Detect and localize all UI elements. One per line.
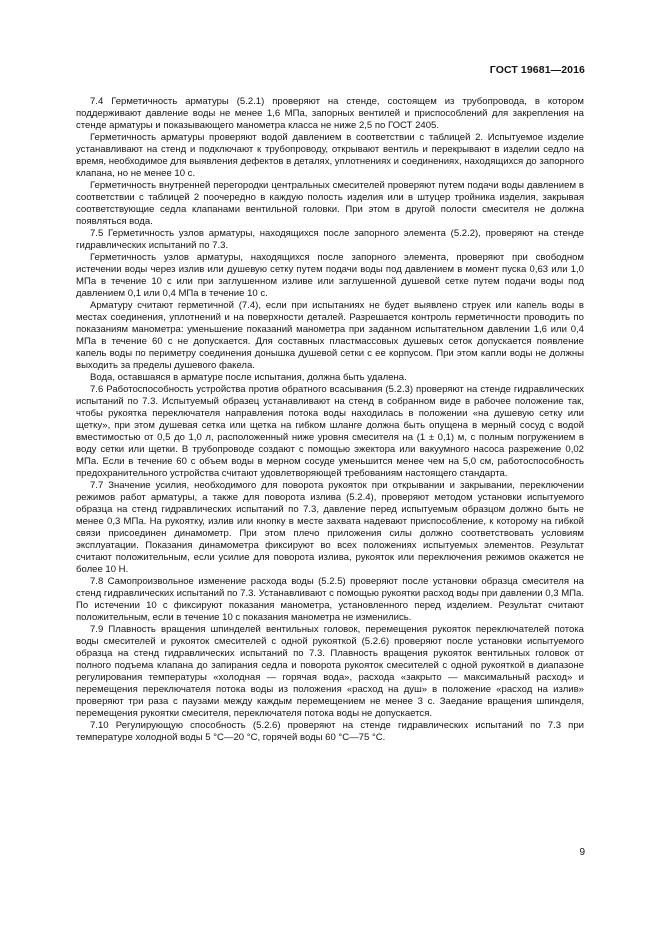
page-number: 9 <box>579 847 585 858</box>
paragraph-7-5: 7.5 Герметичность узлов арматуры, находящихся после запорного элемента (5.2.2), проверяют на стенде гидравлических испытаний по 7.3. <box>76 228 584 251</box>
paragraph-7-4: 7.4 Герметичность арматуры (5.2.1) проверяют на стенде, состоящем из трубопровода, в котором поддерживают давление воды не менее 1,6 МПа, запорных вентилей и приспособлений для закрепления на стенде арматуры и показывающего манометра класса не ниже 2,5 по ГОСТ 2405. <box>76 96 584 131</box>
paragraph: Арматуру считают герметичной (7.4), если при испытаниях не будет выявлено струек или капель воды в местах соединения, уплотнений и на поверхности деталей. Разрешается контроль герметичности проводить по показаниям манометра: уменьшение показаний манометра при заданном испытательном давлении 1,6 или 0,4 МПа в течение 60 с не допускается. Для составных пластмассовых душевых сеток допускается появление капель воды по периметру соединения донышка душевой сетки с ее корпусом. При этом капли воды не должны выходить за пределы душевого факела. <box>76 300 584 371</box>
paragraph-7-7: 7.7 Значение усилия, необходимого для поворота рукояток при открывании и закрывании, переключении режимов работ арматуры, а также для поворота излива (5.2.4), проверяют методом установки испытуемого образца на стенд гидравлических испытаний по 7.3, давление перед испытуемым образцом должно быть не менее 0,3 МПа. На рукоятку, излив или кнопку в месте захвата надевают приспособление, к которому на гибкой связи присоединен динамометр. При этом плечо приложения силы должно соответствовать условиям эксплуатации. Показания динамометра фиксируют во всех положениях испытуемых элементов. Результат считают положительным, если усилие для поворота излива, рукояток или переключения режимов окажется не более 10 Н. <box>76 480 584 575</box>
paragraph-7-9: 7.9 Плавность вращения шпинделей вентильных головок, перемещения рукояток переключателей потока воды смесителей и рукояток смесителей с одной рукояткой (5.2.6) проверяют после установки испытуемого образца на стенд гидравлических испытаний по 7.3. Плавность вращения рукояток вентильных головок от полного подъема клапана до запирания седла и поворота рукояток смесителей с одной рукояткой в диапазоне регулирования температуры «холодная — горячая вода», расхода «закрыто — максимальный расход» и перемещения переключателя потока воды из положения «расход на душ» в положение «расход на излив» проверяют три раза с паузами между каждым перемещением не менее 3 с. Заедание вращения шпинделя, перемещения рукоятки смесителя, переключателя потока воды не допускается. <box>76 624 584 719</box>
paragraph: Герметичность арматуры проверяют водой давлением в соответствии с таблицей 2. Испытуемое изделие устанавливают на стенд и подключают к трубопроводу, открывают вентиль и перекрывают в изделии седло на время, необходимое для выявления дефектов в деталях, уплотнениях и соединениях, находящихся до запорного клапана, но не менее 10 с. <box>76 132 585 179</box>
paragraph: Герметичность узлов арматуры, находящихся после запорного элемента, проверяют при свободном истечении воды через излив или душевую сетку путем подачи воды под давлением в момент пуска 0,63 или 1,0 МПа в течение 10 с или при заглушенном изливе или заглушенной душевой сетке путем подачи воды под давлением 0,1 или 0,4 МПа в течение 10 с. <box>76 252 584 299</box>
paragraph-7-6: 7.6 Работоспособность устройства против обратного всасывания (5.2.3) проверяют на стенде гидравлических испытаний по 7.3. Испытуемый образец устанавливают на стенд в собранном виде в рабочее положение так, чтобы рукоятка переключателя направления потока воды находилась в положении «на душевую сетку или щетку», при этом душевая сетка или щетка на гибком шланге должна быть опущена в мерный сосуд с водой вместимостью от 0,5 до 1,0 л, расположенный ниже уровня смесителя на (1 ± 0,1) м, с полным погружением в воду сетки или щетки. В трубопроводе создают с помощью эжектора или вакуумного насоса разрежение 0,02 МПа. Если в течение 60 с объем воды в мерном сосуде уменьшится менее чем на 5,0 см, работоспособность предохранительного устройства считают удовлетворяющей требованиям настоящего стандарта. <box>76 384 584 479</box>
document-body <box>76 96 584 744</box>
paragraph-7-8: 7.8 Самопроизвольное изменение расхода воды (5.2.5) проверяют после установки образца смесителя на стенд гидравлических испытаний по 7.3. Устанавливают с помощью рукоятки расход воды при давлении 0,3 МПа. По истечении 10 с фиксируют показания манометра, установленного перед изделием. Результат считают положительным, если в течение 10 с показания манометра не изменились. <box>76 576 584 623</box>
standard-number-header: ГОСТ 19681—2016 <box>489 64 585 76</box>
paragraph-7-10: 7.10 Регулирующую способность (5.2.6) проверяют на стенде гидравлических испытаний по 7.3 при температуре холодной воды 5 °С—20 °С, горячей воды 60 °С—75 °С. <box>76 720 584 743</box>
paragraph: Герметичность внутренней перегородки центральных смесителей проверяют путем подачи воды давлением в соответствии с таблицей 2 поочередно в каждую полость изделия или в штуцер тройника изделия, закрывая соответствующие седла клапанами вентильной головки. При этом в другой полости смесителя не должна появляться вода. <box>76 180 584 227</box>
paragraph: Вода, оставшаяся в арматуре после испытания, должна быть удалена. <box>90 372 407 383</box>
